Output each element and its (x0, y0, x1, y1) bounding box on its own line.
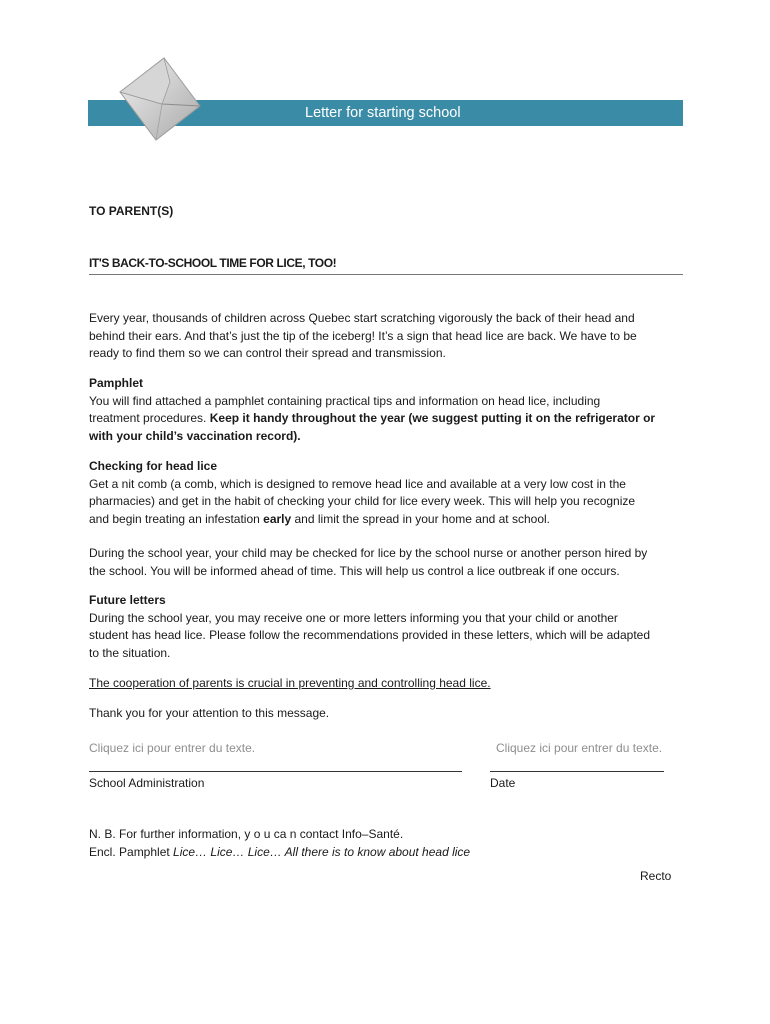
subject-heading: IT'S BACK-TO-SCHOOL TIME FOR LICE, TOO! (89, 256, 337, 270)
recipient-heading: TO PARENT(S) (89, 204, 174, 218)
pamphlet-line-1: You will find attached a pamphlet containing practical tips and information on head lice, including (89, 393, 601, 408)
subject-divider (89, 274, 683, 275)
checking-line-3-end: and limit the spread in your home and at school. (291, 511, 550, 526)
pamphlet-line-3: with your child’s vaccination record). (89, 428, 301, 443)
pamphlet-line-2-text: treatment procedures. (89, 411, 210, 425)
enclosure-line (89, 844, 683, 862)
letter-title: Letter for starting school (305, 105, 461, 121)
envelope-icon (112, 52, 204, 144)
future-heading: Future letters (89, 593, 166, 607)
intro-line-2: behind their ears. And that’s just the tip of the iceberg! It’s a sign that head lice are back. We have to be (89, 328, 637, 343)
future-line-2: student has head lice. Please follow the recommendations provided in these letters, which will be adapted (89, 628, 650, 642)
date-field[interactable]: Cliquez ici pour entrer du texte. (496, 741, 663, 755)
checking-line-1: Get a nit comb (a comb, which is designed to remove head lice and available at a very low cost in the (89, 476, 626, 491)
checking-line-3-bold: early (263, 511, 292, 526)
future-line-3: to the situation. (89, 645, 171, 660)
intro-line-3: ready to find them so we can control their spread and transmission. (89, 346, 446, 360)
cooperation-statement: The cooperation of parents is crucial in preventing and controlling head lice. (89, 676, 491, 690)
checking-line-2: pharmacies) and get in the habit of checking your child for lice every week. This will help you recognize (89, 494, 636, 508)
signature-line-left (89, 771, 462, 772)
enclosure-title: Lice… Lice… Lice… All there is to know about head lice (173, 844, 471, 859)
checking-para2-line-1: During the school year, your child may be checked for lice by the school nurse or another person hired by (89, 546, 648, 560)
pamphlet-line-2 (89, 410, 683, 428)
future-line-1: During the school year, you may receive one or more letters informing you that your child or another (89, 610, 618, 625)
nb-line: N. B. For further information, y o u ca n contact Info–Santé. (89, 827, 404, 841)
school-admin-label: School Administration (89, 776, 205, 790)
checking-para2-line-2: the school. You will be informed ahead of time. This will help us control a lice outbreak if one occurs. (89, 563, 620, 578)
checking-line-3-start: and begin treating an infestation (89, 511, 264, 526)
school-admin-field[interactable]: Cliquez ici pour entrer du texte. (89, 741, 256, 755)
intro-line-1: Every year, thousands of children across Quebec start scratching vigorously the back of their head and (89, 311, 635, 325)
pamphlet-heading: Pamphlet (89, 376, 144, 390)
checking-line-3 (89, 511, 683, 529)
signature-line-right (490, 771, 664, 772)
date-label: Date (490, 776, 516, 790)
enclosure-prefix: Encl. Pamphlet (89, 844, 174, 859)
page-side-label: Recto (640, 869, 672, 883)
checking-heading: Checking for head lice (89, 459, 218, 473)
thanks-line: Thank you for your attention to this message. (89, 706, 330, 720)
pamphlet-line-2-bold: Keep it handy throughout the year (we suggest putting it on the refrigerator or (209, 411, 656, 425)
